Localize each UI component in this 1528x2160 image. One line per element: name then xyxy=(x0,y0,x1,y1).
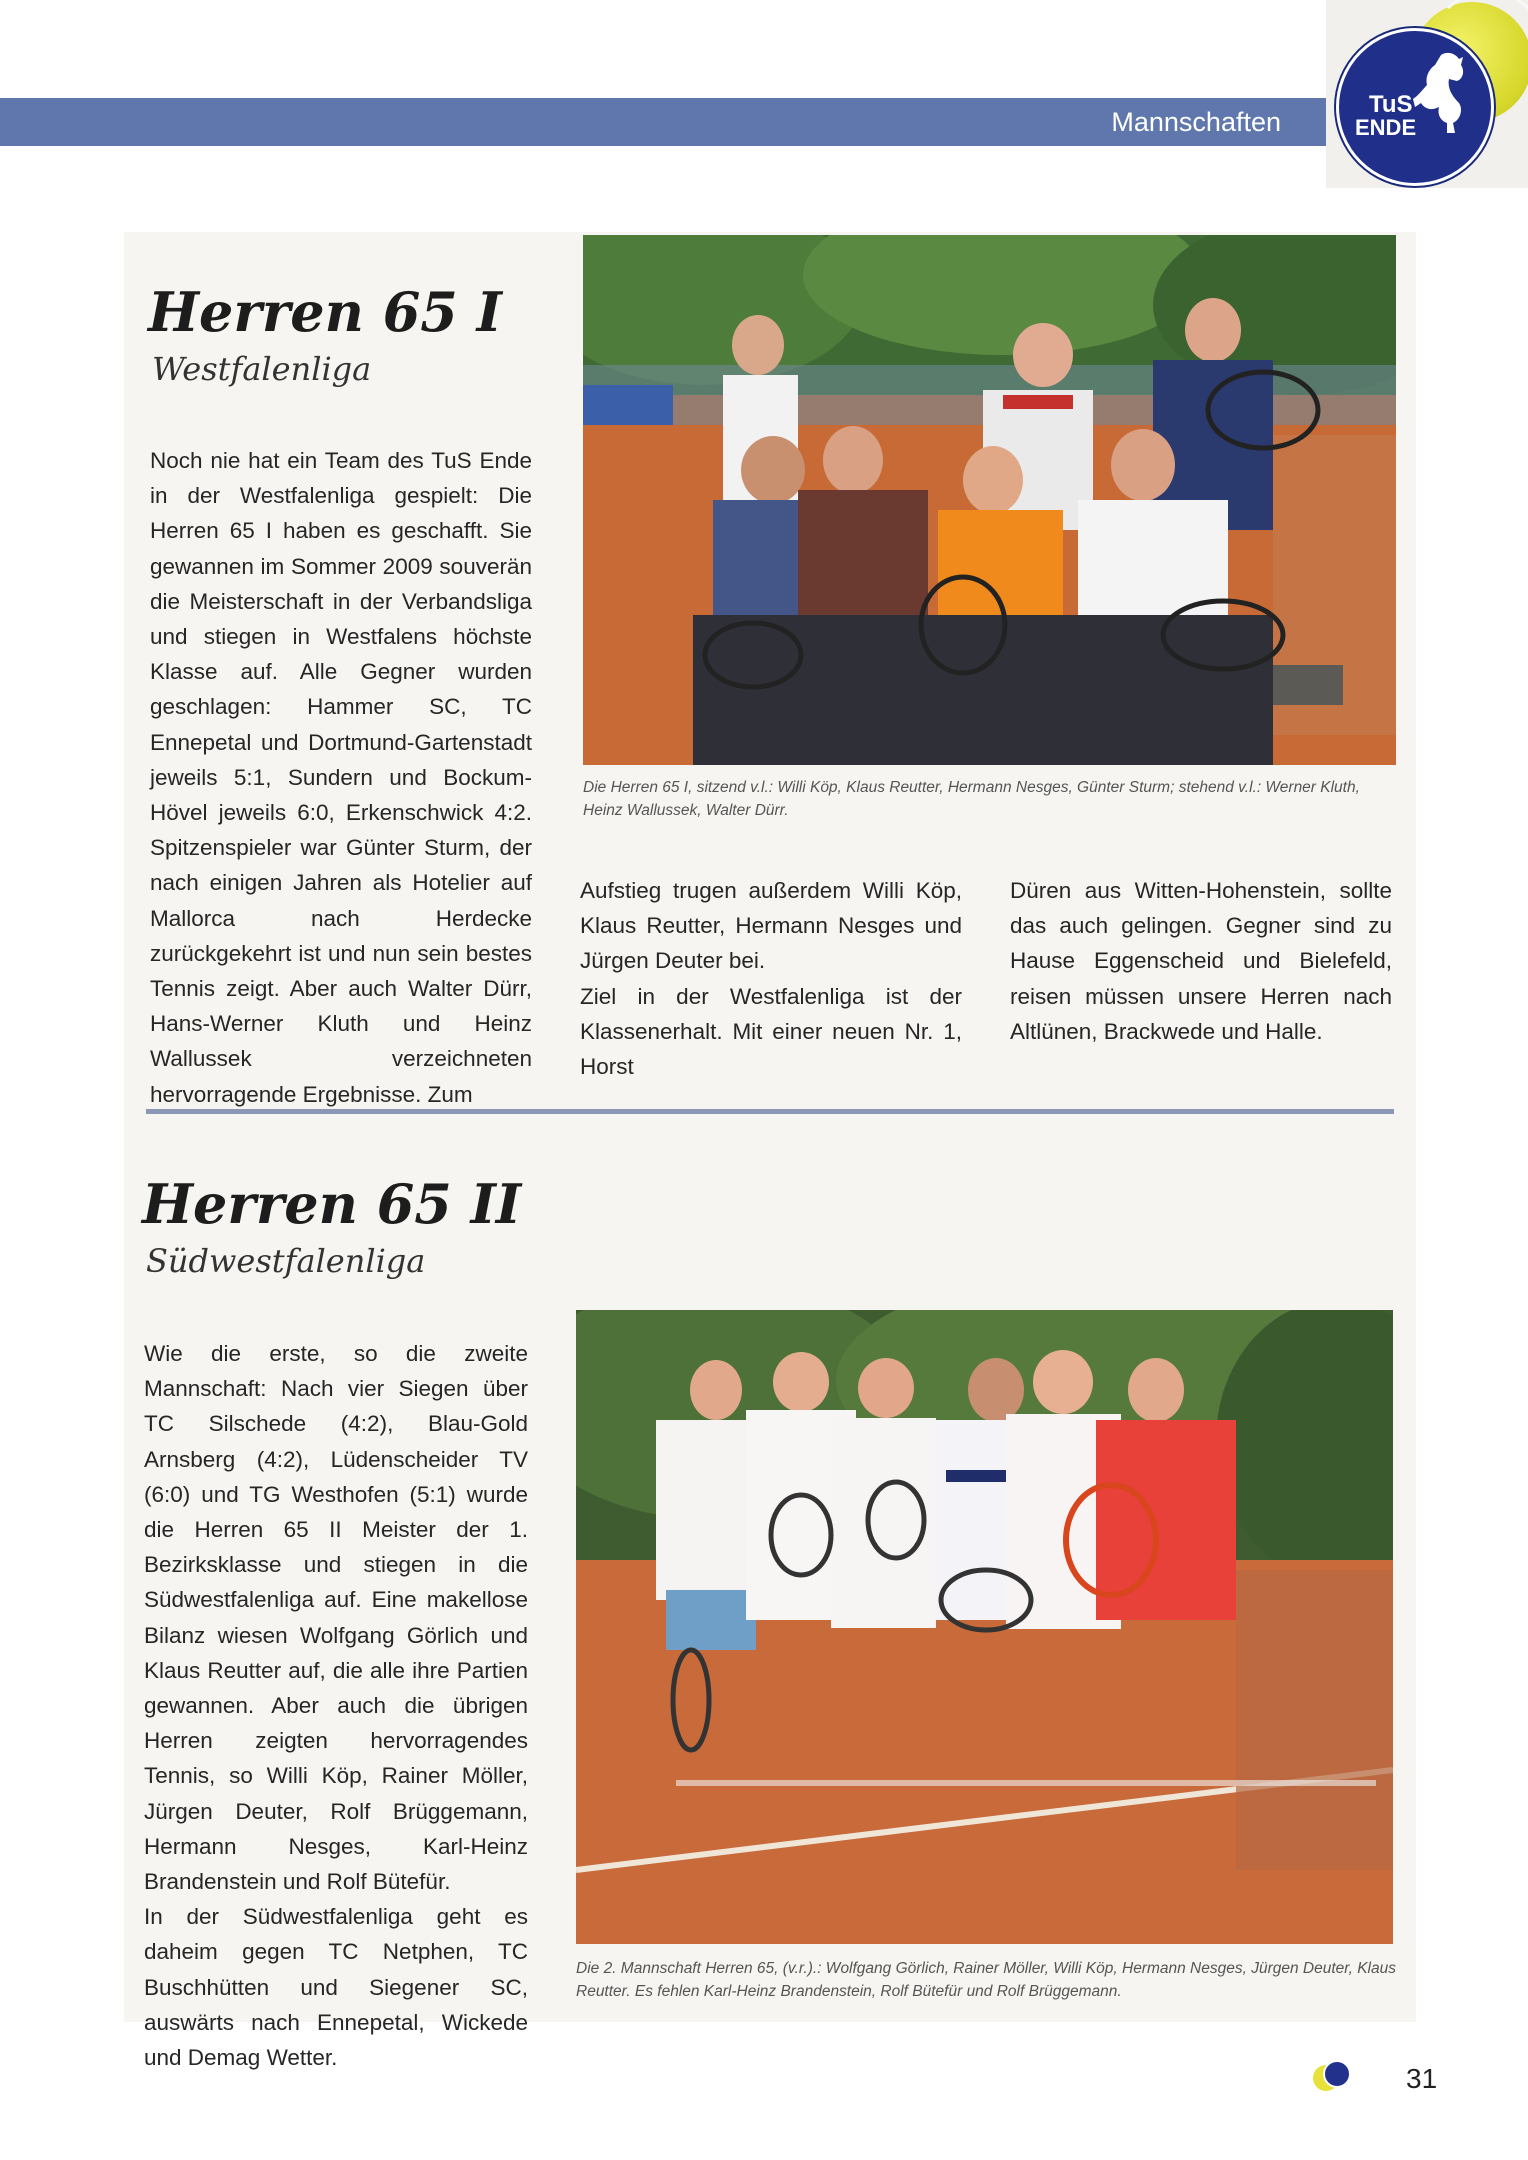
section1-col2-paragraph-2: Ziel in der Westfalenliga ist der Klassenerhalt. Mit einer neuen Nr. 1, Horst xyxy=(580,983,962,1080)
section2-paragraph-1: Wie die erste, so die zweite Mannschaft: Nach vier Siegen über TC Silschede (4:2), Blau-Gold Arnsberg (4:2), Lüdenscheider TV (6:0) und TG Westhofen (5:1) wurde die Herren 65 II Meister der 1. Bezirksklasse und stiegen in die Südwestfalenliga auf. Eine makellose Bilanz wiesen Wolfgang Görlich und Klaus Reutter auf, die alle ihre Partien gewannen. Aber auch die übrigen Herren zeigten hervorragendes Tennis, so Willi Köp, Rainer Möller, Jürgen Deuter, Rolf Brüggemann, Hermann Nesges, Karl-Heinz Brandenstein und Rolf Bütefür. xyxy=(144,1341,528,1895)
club-emblem xyxy=(1336,28,1494,186)
section-divider xyxy=(146,1109,1394,1114)
section1-photo-caption: Die Herren 65 I, sitzend v.l.: Willi Köp, Klaus Reutter, Hermann Nesges, Günter Sturm; stehend v.l.: Werner Kluth, Heinz Wallussek, Walter Dürr. xyxy=(583,779,1360,819)
section2-photo-caption: Die 2. Mannschaft Herren 65, (v.r.).: Wolfgang Görlich, Rainer Möller, Willi Köp, Hermann Nesges, Jürgen Deuter, Klaus Reutter. Es fehlen Karl-Heinz Brandenstein, Rolf Bütefür und Rolf Brüggemann. xyxy=(576,1960,1396,2000)
section1-column-1 xyxy=(150,443,532,1112)
section1-title: Herren 65 I xyxy=(148,280,502,344)
team-photo-herren-65-i xyxy=(583,235,1396,765)
section1-col3-paragraph: Düren aus Witten-Hohenstein, sollte das auch gelingen. Gegner sind zu Hause Eggenscheid und Bielefeld, reisen müssen unsere Herren nach Altlünen, Brackwede und Halle. xyxy=(1010,878,1392,1044)
section2-column-1 xyxy=(144,1336,528,2075)
section-label: Mannschaften xyxy=(1111,107,1281,137)
section1-col2-paragraph-1: Aufstieg trugen außerdem Willi Köp, Klaus Reutter, Hermann Nesges und Jürgen Deuter bei. xyxy=(580,878,962,974)
section1-paragraph: Noch nie hat ein Team des TuS Ende in der Westfalenliga gespielt: Die Herren 65 I haben es geschafft. Sie gewannen im Sommer 2009 souverän die Meisterschaft in der Verbandsliga und stiegen in Westfalens höchste Klasse auf. Alle Gegner wurden geschlagen: Hammer SC, TC Ennepetal und Dortmund-Gartenstadt jeweils 5:1, Sundern und Bockum-Hövel jeweils 6:0, Erkenschwick 4:2. Spitzenspieler war Günter Sturm, der nach einigen Jahren als Hotelier auf Mallorca nach Herdecke zurückgekehrt ist und nun sein bestes Tennis zeigt. Aber auch Walter Dürr, Hans-Werner Kluth und Heinz Wallussek verzeichneten hervorragende Ergebnisse. Zum xyxy=(150,448,532,1107)
club-logo-small-icon xyxy=(1312,2056,1352,2096)
page-number: 31 xyxy=(1406,2063,1438,2094)
section1-column-2 xyxy=(580,873,962,1084)
team-photo-herren-65-ii xyxy=(576,1310,1393,1944)
section2-paragraph-2: In der Südwestfalenliga geht es daheim gegen TC Netphen, TC Buschhütten und Siegener SC, auswärts nach Ennepetal, Wickede und Demag Wetter. xyxy=(144,1904,528,2071)
section2-title: Herren 65 II xyxy=(142,1172,522,1236)
section1-subtitle: Westfalenliga xyxy=(152,350,372,388)
logo-text-ende: ENDE xyxy=(1355,115,1417,140)
club-logo xyxy=(1326,0,1528,188)
logo-text-tus: TuS xyxy=(1369,91,1413,118)
section1-column-3 xyxy=(1010,873,1392,1049)
section2-subtitle: Südwestfalenliga xyxy=(146,1242,426,1280)
